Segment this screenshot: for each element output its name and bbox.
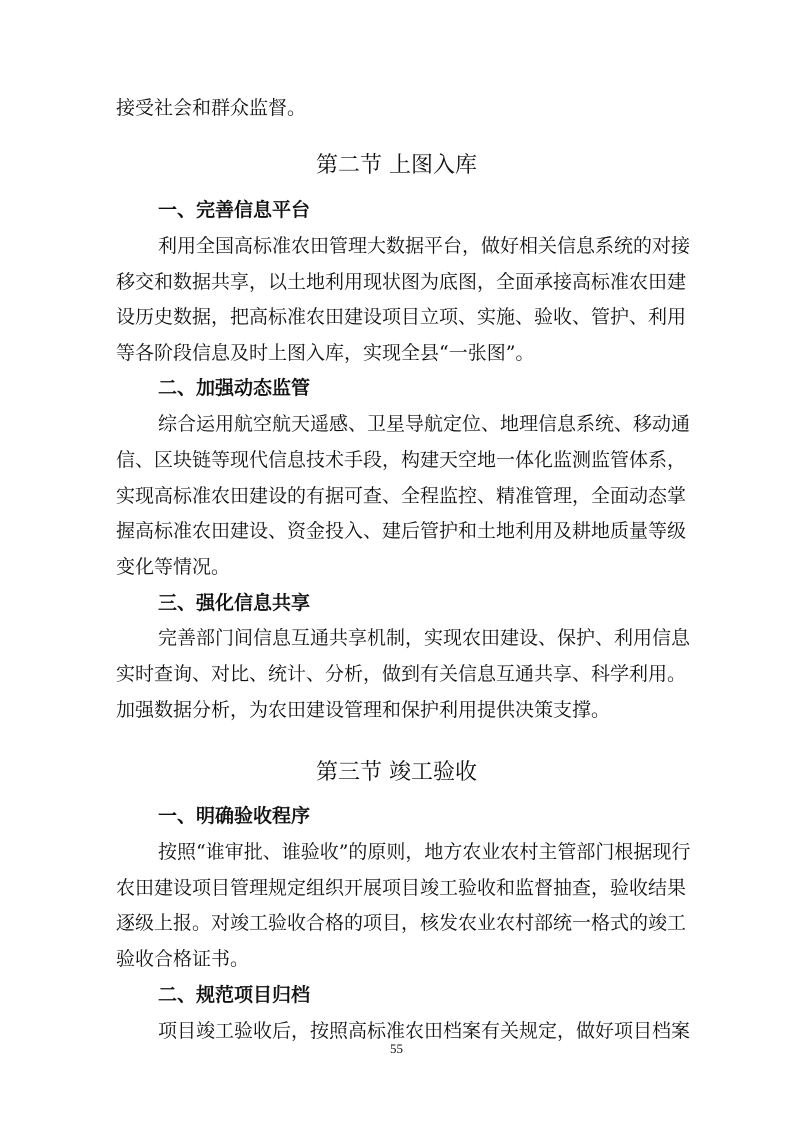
body-text-line: 接受社会和群众监督。: [116, 97, 307, 119]
body-text-line: 变化等情况。: [116, 556, 231, 578]
body-text-line: 信、区块链等现代信息技术手段，构建天空地一体化监测监管体系，: [116, 449, 687, 471]
body-text-line: 等各阶段信息及时上图入库，实现全县“一张图”。: [116, 342, 535, 364]
subheading-acceptance-procedure: 一、明确验收程序: [158, 805, 311, 827]
body-text-line: 完善部门间信息互通共享机制，实现农田建设、保护、利用信息: [158, 627, 691, 649]
body-text-line: 综合运用航空航天遥感、卫星导航定位、地理信息系统、移动通: [158, 413, 691, 435]
body-text-line: 验收合格证书。: [116, 948, 250, 970]
section-heading-2: 第二节 上图入库: [316, 153, 477, 178]
body-text-line: 实现高标准农田建设的有据可查、全程监控、精准管理，全面动态掌: [116, 485, 687, 507]
subheading-project-archiving: 二、规范项目归档: [158, 984, 311, 1006]
body-text-line: 移交和数据共享，以土地利用现状图为底图，全面承接高标准农田建: [116, 271, 687, 293]
body-text-line: 逐级上报。对竣工验收合格的项目，核发农业农村部统一格式的竣工: [116, 912, 687, 934]
body-text-line: 握高标准农田建设、资金投入、建后管护和土地利用及耕地质量等级: [116, 520, 687, 542]
body-text-line: 利用全国高标准农田管理大数据平台，做好相关信息系统的对接: [158, 235, 691, 257]
section-heading-3: 第三节 竣工验收: [316, 760, 477, 785]
body-text-line: 农田建设项目管理规定组织开展项目竣工验收和监督抽查，验收结果: [116, 877, 687, 899]
body-text-line: 按照“谁审批、谁验收”的原则，地方农业农村主管部门根据现行: [158, 841, 691, 863]
subheading-dynamic-supervision: 二、加强动态监管: [158, 377, 311, 399]
body-text-line: 实时查询、对比、统计、分析，做到有关信息互通共享、科学利用。: [116, 663, 687, 685]
page-number: 55: [390, 1041, 403, 1056]
subheading-info-sharing: 三、强化信息共享: [158, 592, 311, 614]
subheading-improve-platform: 一、完善信息平台: [158, 199, 311, 221]
body-text-line: 项目竣工验收后，按照高标准农田档案有关规定，做好项目档案: [158, 1020, 691, 1042]
body-text-line: 加强数据分析，为农田建设管理和保护利用提供决策支撑。: [116, 699, 611, 721]
body-text-line: 设历史数据，把高标准农田建设项目立项、实施、验收、管护、利用: [116, 306, 687, 328]
